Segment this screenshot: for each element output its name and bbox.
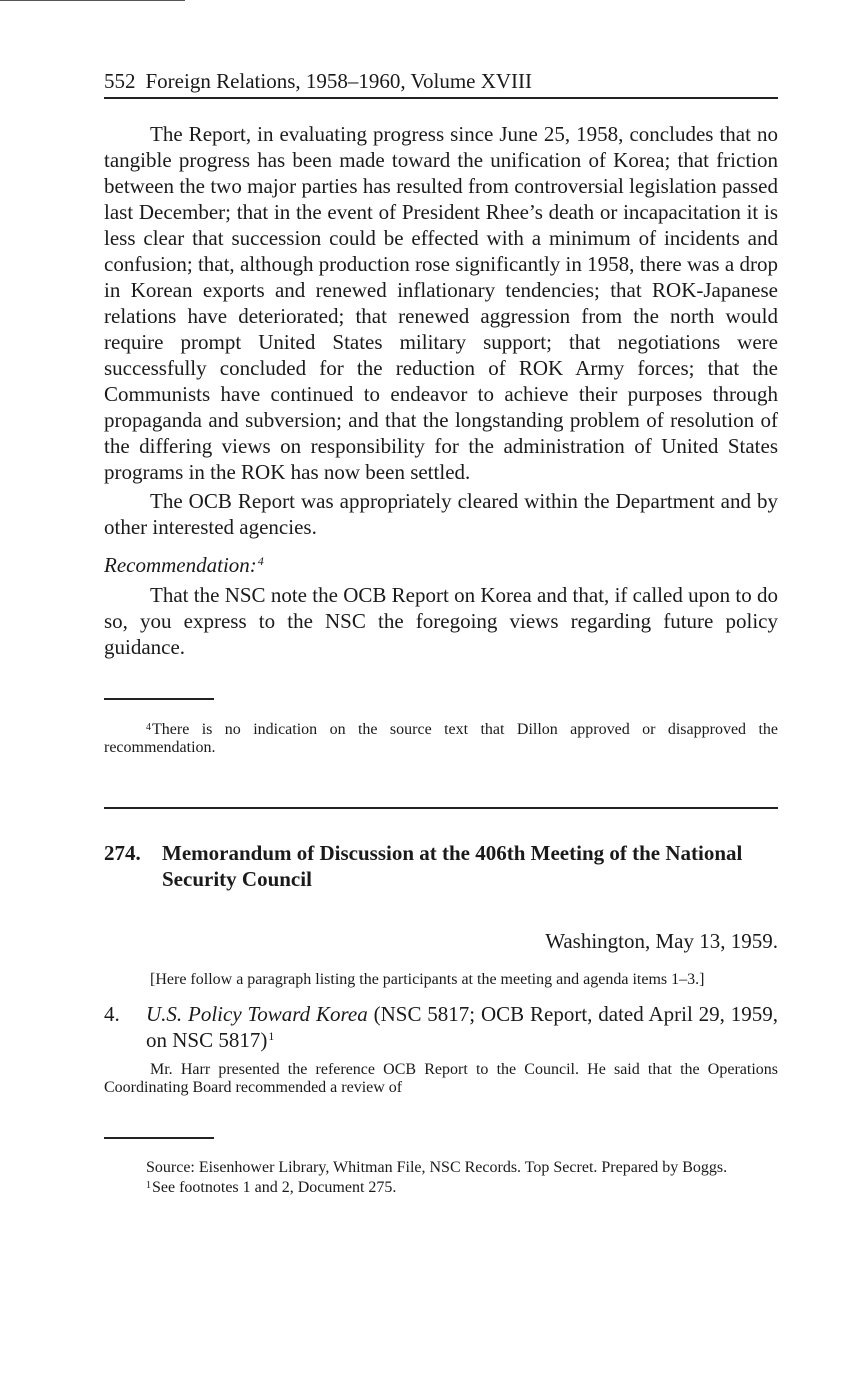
footnote-ref-4: 4 [257, 554, 264, 568]
volume-title: Foreign Relations, 1958–1960, Volume XVIII [145, 69, 533, 93]
page [104, 66, 778, 1197]
discussion-paragraph: Mr. Harr presented the reference OCB Report to the Council. He said that the Operations Coordinating Board recommended a review of [104, 1061, 778, 1096]
recommendation-label: Recommendation: [104, 553, 257, 577]
corner-rule [0, 0, 185, 1]
recommendation-heading [104, 552, 778, 578]
agenda-item-title: U.S. Policy Toward Korea [146, 1002, 368, 1026]
agenda-item-number: 4. [104, 1002, 120, 1026]
footnote-1 [104, 1179, 778, 1197]
footnote-ref-1: 1 [268, 1029, 275, 1043]
dateline: Washington, May 13, 1959. [545, 929, 778, 953]
source-note: Source: Eisenhower Library, Whitman File, NSC Records. Top Secret. Prepared by Boggs. [146, 1159, 728, 1176]
footnote-rule [104, 698, 214, 700]
footnote-4-mark: 4 [146, 722, 151, 733]
agenda-item-rest: (NSC 5817; OCB Report, dated April 29, 1959, on NSC 5817) [146, 1002, 778, 1052]
report-paragraph-2: The OCB Report was appropriately cleared within the Department and by other interested agencies. [104, 489, 778, 539]
page-number: 552 [104, 69, 136, 93]
section-divider [104, 807, 778, 809]
editorial-note: [Here follow a paragraph listing the participants at the meeting and agenda items 1–3.] [150, 971, 705, 988]
footnote-1-text: See footnotes 1 and 2, Document 275. [152, 1179, 397, 1196]
footnote-rule-bottom [104, 1137, 214, 1139]
document-title: Memorandum of Discussion at the 406th Meeting of the National Security Council [162, 841, 743, 891]
document-heading [104, 840, 778, 892]
running-head [104, 66, 778, 99]
recommendation-text: That the NSC note the OCB Report on Korea and that, if called upon to do so, you express to the NSC the foregoing views regarding future policy guidance. [104, 583, 778, 659]
footnote-1-mark: 1 [146, 1180, 151, 1191]
agenda-item-text [146, 1001, 778, 1053]
footnote-4 [104, 721, 778, 757]
document-number: 274. [104, 841, 141, 865]
report-paragraph-1: The Report, in evaluating progress since June 25, 1958, concludes that no tangible progress has been made toward the unification of Korea; that friction between the two major parties has resulted from controversial legislation passed last December; that in the event of President Rhee’s death or incapacitation it is less clear that succession could be effected with a minimum of incidents and confusion; that, although production rose significantly in 1958, there was a drop in Korean exports and renewed inflationary tendencies; that ROK-Japanese relations have deteriorated; that renewed aggression from the north would require prompt United States military support; that negotiations were successfully concluded for the reduction of ROK Army forces; that the Communists have continued to endeavor to achieve their purposes through propaganda and subversion; and that the longstanding problem of resolution of the differing views on responsibility for the administration of United States programs in the ROK has now been settled. [104, 122, 778, 484]
footnote-4-text: There is no indication on the source text that Dillon approved or disapproved the recommendation. [104, 721, 778, 756]
report-body [104, 121, 778, 660]
agenda-item-4 [104, 1001, 778, 1053]
